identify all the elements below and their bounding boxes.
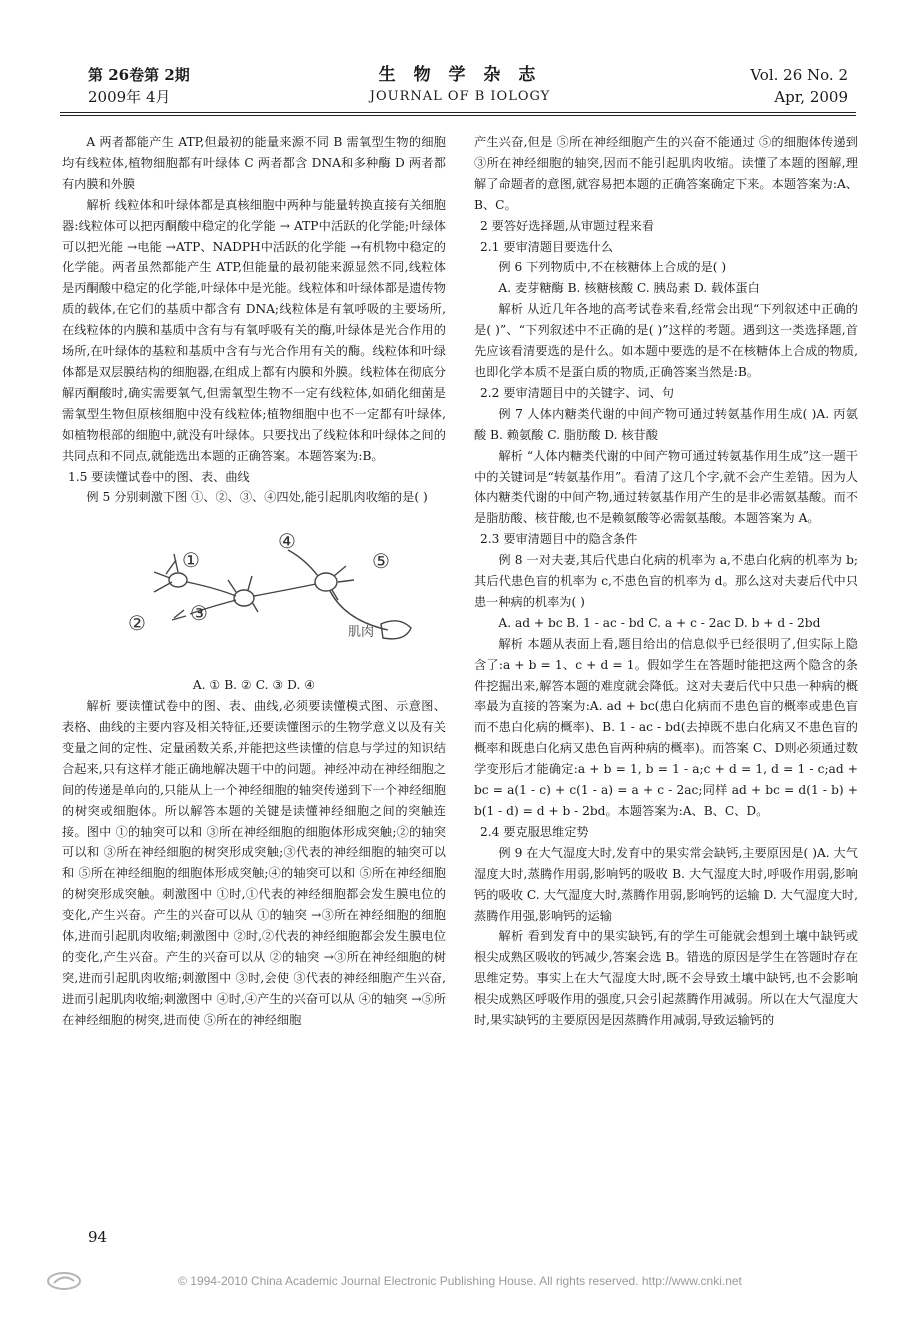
paragraph: 解析 看到发育中的果实缺钙,有的学生可能就会想到土壤中缺钙或根尖成熟区吸收的钙减少,答案会选 B。错选的原因是学生在答题时存在思维定势。事实上在大气湿度大时,既不会导致土壤中缺钙,也不会影响根尖成熟区呼吸作用的强度,只会引起蒸腾作用减弱。所以在大气湿度大时,果实缺钙的主要原因是因蒸腾作用减弱,导致运输钙的 bbox=[474, 929, 858, 1028]
cell-body bbox=[315, 573, 337, 591]
section-heading: 2.2 要审清题目中的关键字、词、句 bbox=[480, 385, 674, 400]
right-column bbox=[474, 132, 858, 1212]
section-heading: 2.1 要审清题目要选什么 bbox=[480, 239, 613, 254]
paragraph: 解析 线粒体和叶绿体都是真核细胞中两种与能量转换直接有关细胞器:线粒体可以把丙酮酸中稳定的化学能 → ATP中活跃的化学能;叶绿体可以把光能 →电能 →ATP、NADPH中活跃的化学能 →有机物中稳定的化学能。两者虽然都能产生 ATP,但能量的最初能来源显然不同,线粒体是丙酮酸中稳定的化学能,叶绿体中是光能。线粒体和叶绿体都是遗传物质的载体,在它们的基质中都含有 DNA;线粒体是有氧呼吸的主要场所,在线粒体的内膜和基质中含有与有氧呼吸有关的酶,叶绿体是光合作用的场所,在叶绿体的基粒和基质中含有与光合作用有关的酶。线粒体和叶绿体都是双层膜结构的细胞器,在组成上都有内膜和外膜。线粒体在彻底分解丙酮酸时,确实需要氧气,但需氧型生物不一定有线粒体,如硝化细菌是需氧型生物但原核细胞中没有线粒体;植物细胞中也不一定都有叶绿体,如植物根部的细胞中,就没有叶绿体。只要找出了线粒体和叶绿体之间的共同点和不同点,就能选出本题的正确答案。本题答案为:B。 bbox=[62, 197, 446, 463]
section-heading: 1.5 要读懂试卷中的图、表、曲线 bbox=[68, 469, 250, 484]
answer-options: A. 麦芽糖酶 B. 核糖核酸 C. 胰岛素 D. 载体蛋白 bbox=[498, 281, 760, 296]
date-en-label: Apr, 2009 bbox=[774, 88, 848, 106]
cell-body bbox=[234, 590, 254, 606]
axon bbox=[254, 584, 316, 596]
paragraph: 例 8 一对夫妻,其后代患白化病的机率为 a,不患白化病的机率为 b;其后代患色盲的机率为 c,不患色盲的机率为 d。那么这对夫妻后代中只患一种病的机率为( ) bbox=[474, 553, 858, 609]
header-rule bbox=[60, 112, 856, 113]
axon bbox=[187, 582, 236, 596]
label-5: ⑤ bbox=[372, 549, 390, 574]
section-heading: 2.4 要克服思维定势 bbox=[480, 824, 589, 839]
journal-title-en: JOURNAL OF B IOLOGY bbox=[369, 89, 551, 104]
journal-title: 生 物 学 杂 志 bbox=[378, 65, 542, 85]
paragraph: 例 7 人体内糖类代谢的中间产物可通过转氨基作用生成( )A. 丙氨酸 B. 赖氨酸 C. 脂肪酸 D. 核苷酸 bbox=[474, 406, 858, 442]
axon bbox=[288, 550, 318, 576]
label-2: ② bbox=[128, 611, 146, 636]
page-number: 94 bbox=[88, 1228, 108, 1246]
issue-label: 第 26卷第 2期 bbox=[88, 66, 190, 84]
paragraph: 解析 本题从表面上看,题目给出的信息似乎已经很明了,但实际上隐含了:a + b = 1、c + d = 1。假如学生在答题时能把这两个隐含的条件挖掘出来,解答本题的难度就会降低。这对夫妻后代中只患一种病的概率最为直接的答案为:A. ad + bc(患白化病而不患色盲的概率或患色盲而不患白化病的概率)、B. 1 - ac - bd(去掉既不患白化病又不患色盲的概率和既患白化病又患色盲两种病的概率)。而答案 C、D则必须通过数学变形后才能确定:a + b = 1, b = 1 - a;c + d = 1, d = 1 - c;ad + bc = a(1 - c) + c(1 - a) = a + c - 2ac;同样 ad + bc = d(1 - b) + b(1 - d) = d + b - 2bd。本题答案为:A、B、C、D。 bbox=[474, 636, 858, 818]
dendrite bbox=[172, 610, 186, 620]
paragraph: 产生兴奋,但是 ⑤所在神经细胞产生的兴奋不能通过 ⑤的细胞体传递到 ③所在神经细胞的轴突,因而不能引起肌肉收缩。读懂了本题的图解,理解了命题者的意图,就容易把本题的正确答案确定下来。本题答案为:A、B、C。 bbox=[474, 135, 858, 212]
cell-body bbox=[169, 573, 187, 587]
muscle-label: 肌肉 bbox=[348, 625, 375, 641]
paragraph: 解析 “人体内糖类代谢的中间产物可通过转氨基作用生成”这一题干中的关键词是“转氨基作用”。看清了这几个字,就不会产生差错。因为人体内糖类代谢的中间产物,通过转氨基作用产生的是非必需氨基酸。而不是脂肪酸、核苷酸,也不是赖氨酸等必需氨基酸。本题答案为 A。 bbox=[474, 448, 858, 526]
neuron-figure bbox=[126, 512, 426, 662]
answer-options: A. ad + bc B. 1 - ac - bd C. a + c - 2ac D. b + d - 2bd bbox=[498, 615, 821, 630]
paragraph: 解析 要读懂试卷中的图、表、曲线,必须要读懂模式图、示意图、表格、曲线的主要内容及相关特征,还要读懂图示的生物学意义以及有关变量之间的定性、定量函数关系,并能把这些读懂的信息与学过的知识结合起来,只有这样才能正确地解决题干中的问题。神经冲动在神经细胞之间的传递是单向的,只能从上一个神经细胞的轴突传递到下一个神经细胞的树突或细胞体。所以解答本题的关键是读懂神经细胞之间的突触连接。图中 ①的轴突可以和 ③所在神经细胞的细胞体形成突触;②的轴突可以和 ③所在神经细胞的树突形成突触;③代表的神经细胞的轴突可以和 ⑤所在神经细胞的细胞体形成突触;④的轴突可以和 ⑤所在神经细胞的树突形成突触。刺激图中 ①时,①代表的神经细胞都会发生膜电位的变化,产生兴奋。产生的兴奋可以从 ①的轴突 →③所在神经细胞的细胞体,进而引起肌肉收缩;刺激图中 ②时,②代表的神经细胞都会发生膜电位的变化,产生兴奋。产生的兴奋可以从 ②的轴突 →③所在神经细胞的树突,进而引起肌肉收缩;刺激图中 ③时,会使 ③代表的神经细胞产生兴奋,进而引起肌肉收缩;刺激图中 ④时,④产生的兴奋可以从 ④的轴突 →⑤所在神经细胞的树突,进而使 ⑤所在的神经细胞 bbox=[62, 699, 446, 1027]
paragraph: 例 6 下列物质中,不在核糖体上合成的是( ) bbox=[498, 260, 727, 275]
paragraph: 例 5 分别刺激下图 ①、②、③、④四处,能引起肌肉收缩的是( ) bbox=[86, 490, 428, 505]
header-rule-thin bbox=[60, 115, 856, 116]
header-right bbox=[750, 64, 848, 108]
volume-label: Vol. 26 No. 2 bbox=[750, 66, 848, 84]
copyright-footer: © 1994-2010 China Academic Journal Electronic Publishing House. All rights reserved. http://www.cnki.net bbox=[178, 1274, 742, 1288]
answer-options: A. ① B. ② C. ③ D. ④ bbox=[192, 678, 316, 693]
label-4: ④ bbox=[278, 529, 296, 554]
label-3: ③ bbox=[190, 601, 208, 626]
paragraph: A 两者都能产生 ATP,但最初的能量来源不同 B 需氧型生物的细胞均有线粒体,植物细胞都有叶绿体 C 两者都含 DNA和多种酶 D 两者都有内膜和外膜 bbox=[62, 135, 446, 191]
date-label: 2009年 4月 bbox=[88, 88, 171, 106]
left-column bbox=[62, 132, 446, 1212]
paragraph: 解析 从近几年各地的高考试卷来看,经常会出现“下列叙述中正确的是( )”、“下列叙述中不正确的是( )”这样的考题。遇到这一类选择题,首先应该看清要选的是什么。如本题中要选的是不在核糖体上合成的物质,也即化学本质不是蛋白质的物质,正确答案当然是:B。 bbox=[474, 302, 858, 379]
dendrite bbox=[332, 566, 354, 600]
label-1: ① bbox=[182, 548, 200, 573]
section-heading: 2 要答好选择题,从审题过程来看 bbox=[480, 218, 654, 233]
section-heading: 2.3 要审清题目中的隐含条件 bbox=[480, 532, 638, 547]
paragraph: 例 9 在大气湿度大时,发育中的果实常会缺钙,主要原因是( )A. 大气湿度大时,蒸腾作用弱,影响钙的吸收 B. 大气湿度大时,呼吸作用弱,影响钙的吸收 C. 大气湿度大时,蒸腾作用弱,影响钙的运输 D. 大气湿度大时,蒸腾作用强,影响钙的运输 bbox=[474, 845, 858, 923]
